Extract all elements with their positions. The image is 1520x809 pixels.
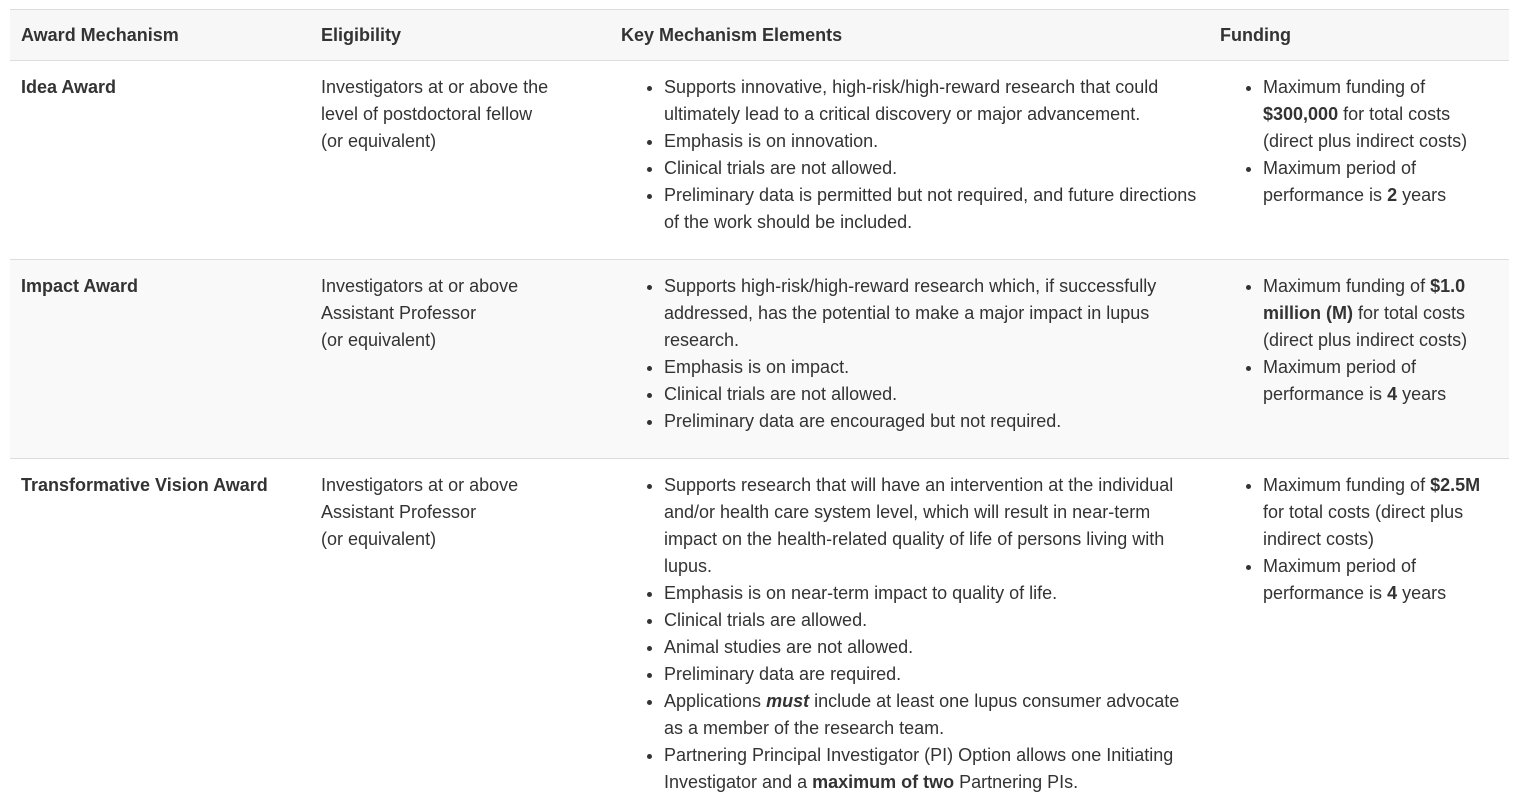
eligibility-cell	[310, 459, 610, 809]
list-item	[664, 74, 1198, 128]
eligibility-line: level of postdoctoral fellow	[321, 104, 532, 124]
eligibility-line: Investigators at or above	[321, 276, 518, 296]
table-row	[10, 260, 1509, 459]
funding-cell	[1209, 61, 1509, 260]
key-elements-list	[621, 74, 1198, 236]
eligibility-line: (or equivalent)	[321, 330, 436, 350]
key-elements-list	[621, 273, 1198, 435]
emphasis-text: must	[766, 691, 809, 711]
text-run: Preliminary data are encouraged but not required.	[664, 411, 1061, 431]
eligibility-line: Assistant Professor	[321, 303, 476, 323]
list-item	[1263, 354, 1498, 408]
bold-text: 2	[1387, 185, 1397, 205]
key-elements-cell	[610, 260, 1209, 459]
text-run: Emphasis is on innovation.	[664, 131, 878, 151]
eligibility-cell	[310, 260, 610, 459]
funding-list	[1220, 472, 1498, 607]
key-elements-list	[621, 472, 1198, 796]
list-item	[664, 381, 1198, 408]
list-item	[664, 634, 1198, 661]
bold-text: $1.0 million (M)	[1263, 276, 1465, 323]
text-run: Maximum period of performance is	[1263, 556, 1416, 603]
text-run: Maximum funding of	[1263, 276, 1430, 296]
bold-text: $2.5M	[1430, 475, 1480, 495]
bold-text: 4	[1387, 583, 1397, 603]
list-item	[664, 580, 1198, 607]
list-item	[1263, 472, 1498, 553]
text-run: Preliminary data is permitted but not required, and future directions of the work should be included.	[664, 185, 1196, 232]
text-run: years	[1397, 384, 1446, 404]
table-header	[10, 10, 1509, 61]
text-run: Applications	[664, 691, 766, 711]
eligibility-line: (or equivalent)	[321, 131, 436, 151]
text-run: Animal studies are not allowed.	[664, 637, 913, 657]
eligibility-cell	[310, 61, 610, 260]
award-mechanism-cell: Transformative Vision Award	[10, 459, 310, 809]
text-run: Maximum funding of	[1263, 475, 1430, 495]
text-run: for total costs (direct plus indirect costs)	[1263, 104, 1467, 151]
bold-text: 4	[1387, 384, 1397, 404]
list-item	[664, 472, 1198, 580]
text-run: Partnering Principal Investigator (PI) Option allows one Initiating Investigator and a	[664, 745, 1173, 792]
list-item	[664, 182, 1198, 236]
funding-list	[1220, 74, 1498, 209]
list-item	[1263, 155, 1498, 209]
list-item	[1263, 273, 1498, 354]
key-elements-cell	[610, 459, 1209, 809]
text-run: Maximum period of performance is	[1263, 158, 1416, 205]
table-body	[10, 61, 1509, 809]
header-key-mechanism-elements: Key Mechanism Elements	[610, 10, 1209, 61]
table-row	[10, 459, 1509, 809]
key-elements-cell	[610, 61, 1209, 260]
eligibility-line: (or equivalent)	[321, 529, 436, 549]
text-run: for total costs (direct plus indirect costs)	[1263, 502, 1463, 549]
eligibility-line: Assistant Professor	[321, 502, 476, 522]
list-item	[664, 607, 1198, 634]
text-run: years	[1397, 583, 1446, 603]
funding-cell	[1209, 260, 1509, 459]
list-item	[1263, 553, 1498, 607]
bold-text: $300,000	[1263, 104, 1338, 124]
text-run: for total costs (direct plus indirect costs)	[1263, 303, 1467, 350]
text-run: Maximum funding of	[1263, 77, 1425, 97]
award-mechanism-cell: Idea Award	[10, 61, 310, 260]
text-run: include at least one lupus consumer advocate as a member of the research team.	[664, 691, 1179, 738]
header-row	[10, 10, 1509, 61]
list-item	[664, 273, 1198, 354]
text-run: Partnering PIs.	[954, 772, 1078, 792]
header-eligibility: Eligibility	[310, 10, 610, 61]
list-item	[664, 661, 1198, 688]
header-award-mechanism: Award Mechanism	[10, 10, 310, 61]
text-run: Maximum period of performance is	[1263, 357, 1416, 404]
text-run: Emphasis is on impact.	[664, 357, 849, 377]
list-item	[664, 742, 1198, 796]
list-item	[664, 128, 1198, 155]
list-item	[664, 408, 1198, 435]
list-item	[664, 354, 1198, 381]
text-run: Clinical trials are not allowed.	[664, 384, 897, 404]
list-item	[664, 155, 1198, 182]
text-run: Supports research that will have an intervention at the individual and/or health care system level, which will result in near-term impact on the health-related quality of life of persons living with lupus.	[664, 475, 1173, 576]
header-funding: Funding	[1209, 10, 1509, 61]
award-mechanism-cell: Impact Award	[10, 260, 310, 459]
award-mechanisms-table	[10, 9, 1509, 809]
eligibility-line: Investigators at or above the	[321, 77, 548, 97]
text-run: years	[1397, 185, 1446, 205]
text-run: Preliminary data are required.	[664, 664, 901, 684]
eligibility-line: Investigators at or above	[321, 475, 518, 495]
bold-text: maximum of two	[812, 772, 954, 792]
text-run: Emphasis is on near-term impact to quality of life.	[664, 583, 1057, 603]
text-run: Clinical trials are not allowed.	[664, 158, 897, 178]
list-item	[1263, 74, 1498, 155]
text-run: Clinical trials are allowed.	[664, 610, 867, 630]
text-run: Supports innovative, high-risk/high-reward research that could ultimately lead to a critical discovery or major advancement.	[664, 77, 1158, 124]
list-item	[664, 688, 1198, 742]
funding-list	[1220, 273, 1498, 408]
table-row	[10, 61, 1509, 260]
text-run: Supports high-risk/high-reward research which, if successfully addressed, has the potential to make a major impact in lupus research.	[664, 276, 1156, 350]
funding-cell	[1209, 459, 1509, 809]
